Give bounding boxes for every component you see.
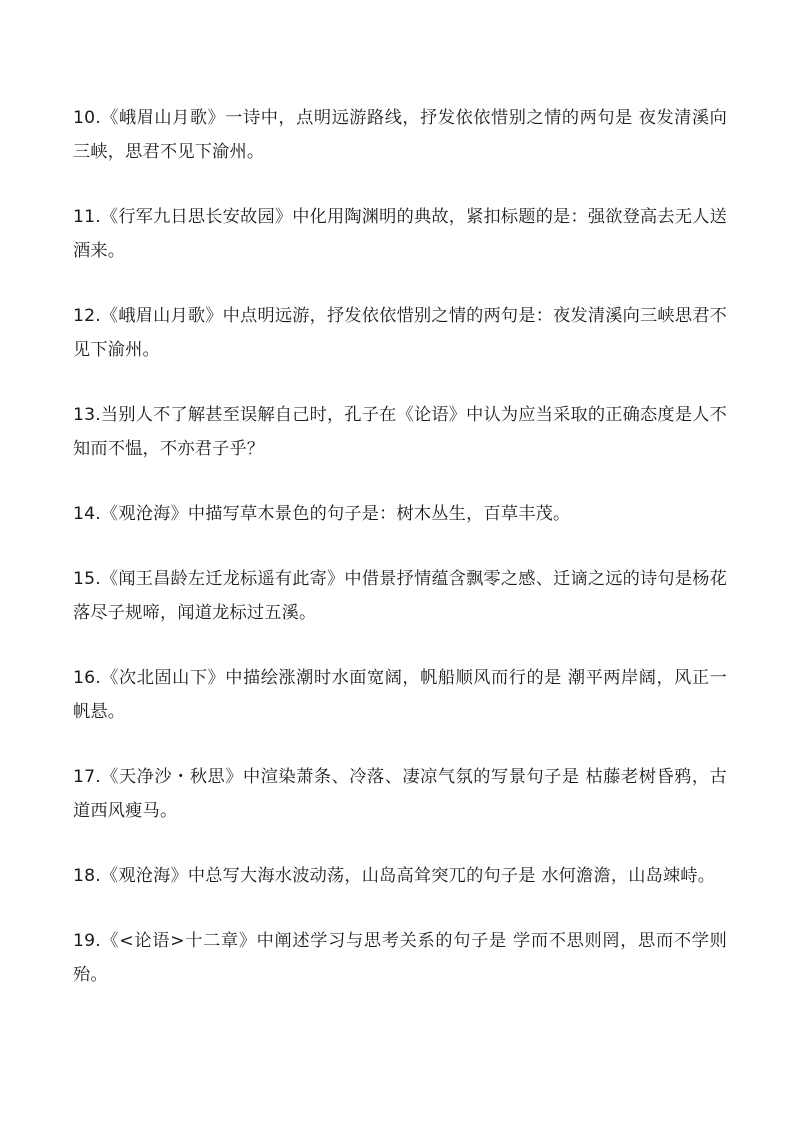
list-item: 11.《行军九日思长安故园》中化用陶渊明的典故，紧扣标题的是：强欲登高去无人送酒来。 (73, 207, 727, 261)
list-item: 18.《观沧海》中总写大海水波动荡，山岛高耸突兀的句子是 水何澹澹，山岛竦峙。 (73, 866, 716, 886)
list-item: 12.《峨眉山月歌》中点明远游，抒发依依惜别之情的两句是：夜发清溪向三峡思君不见下渝州。 (73, 306, 727, 360)
list-item: 14.《观沧海》中描写草木景色的句子是：树木丛生，百草丰茂。 (73, 504, 571, 524)
list-item: 19.《<论语>十二章》中阐述学习与思考关系的句子是 学而不思则罔，思而不学则殆。 (73, 931, 727, 985)
list-item: 10.《峨眉山月歌》一诗中，点明远游路线，抒发依依惜别之情的两句是 夜发清溪向三峡，思君不见下渝州。 (73, 108, 727, 162)
list-item: 13.当别人不了解甚至误解自己时，孔子在《论语》中认为应当采取的正确态度是人不知而不愠，不亦君子乎？ (73, 405, 727, 459)
list-item: 16.《次北固山下》中描绘涨潮时水面宽阔，帆船顺风而行的是 潮平两岸阔，风正一帆悬。 (73, 668, 727, 722)
list-item: 15.《闻王昌龄左迁龙标遥有此寄》中借景抒情蕴含飘零之感、迁谪之远的诗句是杨花落尽子规啼，闻道龙标过五溪。 (73, 569, 727, 623)
question-list (73, 101, 727, 1023)
list-item: 17.《天净沙・秋思》中渲染萧条、冷落、凄凉气氛的写景句子是 枯藤老树昏鸦，古道西风瘦马。 (73, 767, 727, 821)
